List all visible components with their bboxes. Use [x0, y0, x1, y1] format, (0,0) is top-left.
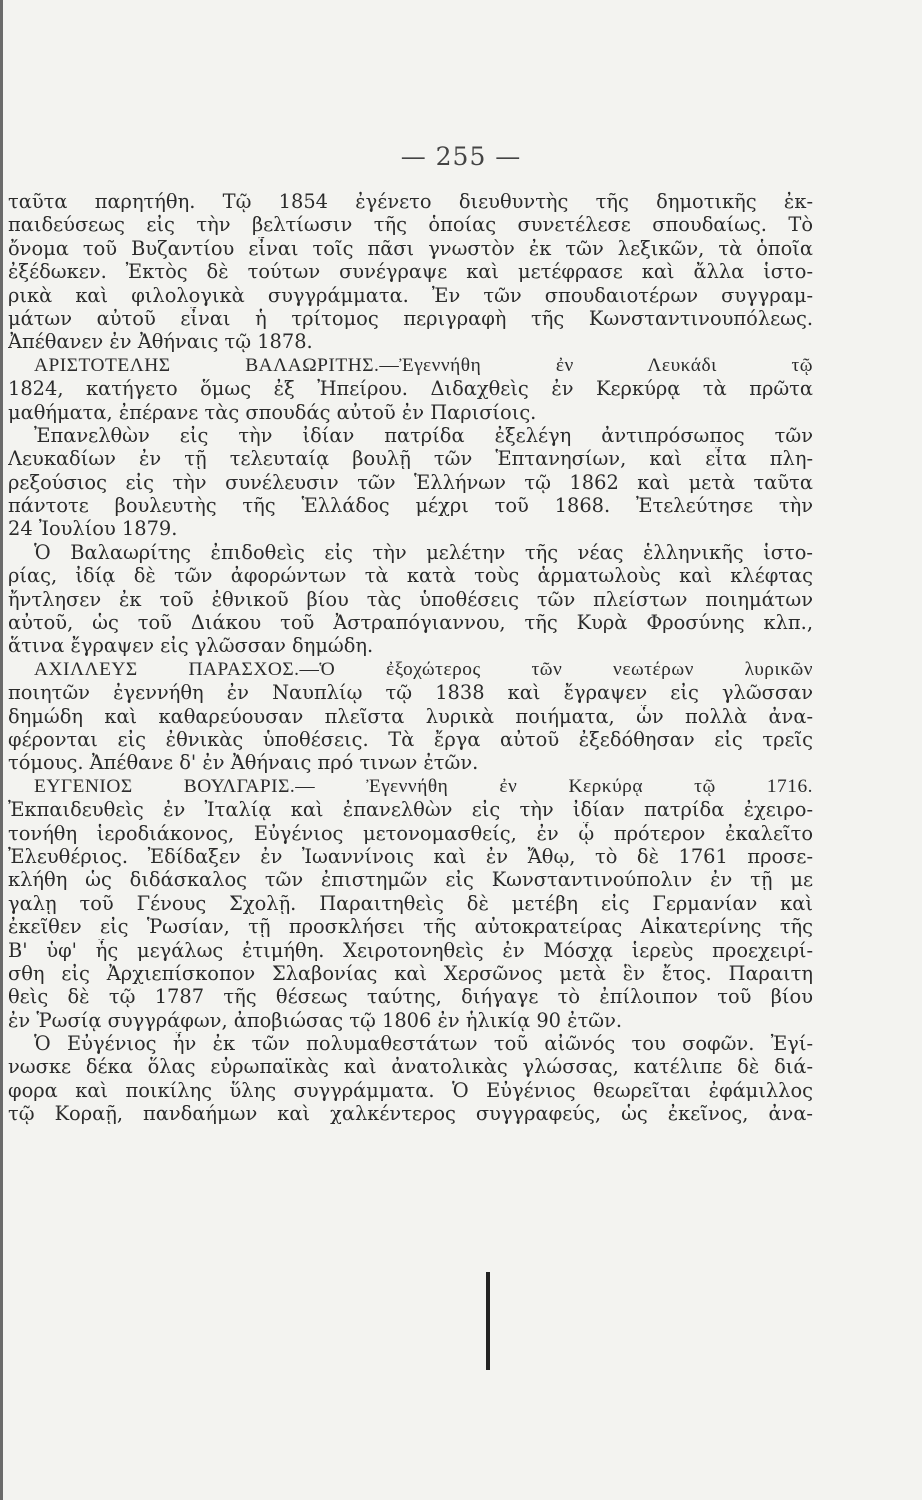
- text-line: αὐτοῦ, ὡς τοῦ Διάκου τοῦ Ἀστραπόγιαννου, τῆς Κυρὰ Φροσύνης κλπ.,: [8, 611, 813, 635]
- text-line: φορα καὶ ποικίλης ὕλης συγγράμματα. Ὁ Εὐγένιος θεωρεῖται ἐφάμιλλος: [8, 1078, 813, 1102]
- text-line: ἐξέδωκεν. Ἐκτὸς δὲ τούτων συνέγραψε καὶ μετέφρασε καὶ ἄλλα ἱστο-: [8, 260, 813, 284]
- text-line: θεὶς δὲ τῷ 1787 τῆς θέσεως ταύτης, διήγαγε τὸ ἐπίλοιπον τοῦ βίου: [8, 985, 813, 1009]
- section-heading-line: ΑΧΙΛΛΕΥΣ ΠΑΡΑΣΧΟΣ.—Ὁ ἐξοχώτερος τῶν νεωτέρων λυρικῶν: [34, 658, 813, 680]
- text-line: Ἐκπαιδευθεὶς ἐν Ἰταλίᾳ καὶ ἐπανελθὼν εἰς τὴν ἰδίαν πατρίδα ἐχειρο-: [8, 798, 813, 822]
- text-line: Ἐλευθέριος. Ἐδίδαξεν ἐν Ἰωαννίνοις καὶ ἐν Ἄθῳ, τὸ δὲ 1761 προσε-: [8, 844, 813, 868]
- text-line: ταῦτα παρητήθη. Τῷ 1854 ἐγένετο διευθυντὴς τῆς δημοτικῆς ἐκ-: [8, 190, 813, 213]
- text-line: 24 Ἰουλίου 1879.: [8, 517, 178, 541]
- text-line: ἐν Ῥωσίᾳ συγγράφων, ἀποβιώσας τῷ 1806 ἐν ἡλικίᾳ 90 ἐτῶν.: [8, 1008, 623, 1032]
- text-line: ρεξούσιος εἰς τὴν συνέλευσιν τῶν Ἑλλήνων τῷ 1862 καὶ μετὰ ταῦτα: [8, 470, 813, 494]
- text-line: ρίας, ἰδίᾳ δὲ τῶν ἀφορώντων τὰ κατὰ τοὺς ἁρματωλοὺς καὶ κλέφτας: [8, 564, 813, 588]
- text-line: πάντοτε βουλευτὴς τῆς Ἑλλάδος μέχρι τοῦ 1868. Ἐτελεύτησε τὴν: [8, 494, 813, 518]
- text-line: τόμους. Ἀπέθανε δ' ἐν Ἀθήναις πρό τινων ἐτῶν.: [8, 751, 479, 775]
- text-line: ὄνομα τοῦ Βυζαντίου εἶναι τοῖς πᾶσι γνωστὸν ἐκ τῶν λεξικῶν, τὰ ὁποῖα: [8, 236, 813, 260]
- text-line: μάτων αὐτοῦ εἶναι ἡ τρίτομος περιγραφὴ τῆς Κωνσταντινουπόλεως.: [8, 306, 813, 330]
- text-line: ρικὰ καὶ φιλολογικὰ συγγράμματα. Ἐν τῶν σπουδαιοτέρων συγγραμ-: [8, 283, 813, 307]
- text-line: σθη εἰς Ἀρχιεπίσκοπον Σλαβονίας καὶ Χερσῶνος μετὰ ἓν ἔτος. Παραιτη: [8, 961, 813, 985]
- text-line: ποιητῶν ἐγεννήθη ἐν Ναυπλίῳ τῷ 1838 καὶ ἔγραψεν εἰς γλῶσσαν: [8, 681, 813, 705]
- text-line: Λευκαδίων ἐν τῇ τελευταίᾳ βουλῇ τῶν Ἑπτανησίων, καὶ εἶτα πλη-: [8, 447, 813, 471]
- page-number: — 255 —: [400, 142, 522, 171]
- text-line: Β' ὑφ' ἧς μεγάλως ἐτιμήθη. Χειροτονηθεὶς ἐν Μόσχᾳ ἱερεὺς προεχειρί-: [8, 938, 813, 962]
- text-line: δημώδη καὶ καθαρεύουσαν πλεῖστα λυρικὰ ποιήματα, ὧν πολλὰ ἀνα-: [8, 704, 813, 728]
- text-line: ἅτινα ἔγραψεν εἰς γλῶσσαν δημώδη.: [8, 634, 374, 658]
- text-line: Ὁ Βαλαωρίτης ἐπιδοθεὶς εἰς τὴν μελέτην τῆς νέας ἑλληνικῆς ἱστο-: [34, 540, 813, 564]
- text-line: ἤντλησεν ἐκ τοῦ ἐθνικοῦ βίου τὰς ὑποθέσεις τῶν πλείστων ποιημάτων: [8, 587, 813, 611]
- section-heading-line: ΑΡΙΣΤΟΤΕΛΗΣ ΒΑΛΑΩΡΙΤΗΣ.—Ἐγεννήθη ἐν Λευκάδι τῷ: [34, 354, 813, 376]
- text-line: Ὁ Εὐγένιος ἦν ἐκ τῶν πολυμαθεστάτων τοῦ αἰῶνός του σοφῶν. Ἐγί-: [34, 1032, 813, 1056]
- ink-mark: [486, 1272, 490, 1370]
- text-line: νωσκε δέκα ὅλας εὐρωπαϊκὰς καὶ ἀνατολικὰς γλώσσας, κατέλιπε δὲ διά-: [8, 1055, 813, 1079]
- text-line: μαθήματα, ἐπέρανε τὰς σπουδάς αὐτοῦ ἐν Παρισίοις.: [8, 400, 537, 424]
- body-text: [8, 190, 813, 1126]
- text-line: φέρονται εἰς ἐθνικὰς ὑποθέσεις. Τὰ ἔργα αὐτοῦ ἐξεδόθησαν εἰς τρεῖς: [8, 727, 813, 751]
- page-left-edge: [0, 0, 3, 1500]
- text-line: τῷ Κοραῇ, πανδαήμων καὶ χαλκέντερος συγγραφεύς, ὡς ἐκεῖνος, ἀνα-: [8, 1102, 813, 1126]
- section-heading-line: ΕΥΓΕΝΙΟΣ ΒΟΥΛΓΑΡΙΣ.— Ἐγεννήθη ἐν Κερκύρᾳ τῷ 1716.: [34, 775, 813, 797]
- text-line: Ἀπέθανεν ἐν Ἀθήναις τῷ 1878.: [8, 330, 313, 354]
- text-line: γαλῃ τοῦ Γένους Σχολῇ. Παραιτηθεὶς δὲ μετέβη εἰς Γερμανίαν καὶ: [8, 891, 813, 915]
- text-line: Ἐπανελθὼν εἰς τὴν ἰδίαν πατρίδα ἐξελέγη ἀντιπρόσωπος τῶν: [34, 423, 813, 447]
- text-line: 1824, κατήγετο ὅμως ἐξ Ἠπείρου. Διδαχθεὶς ἐν Κερκύρᾳ τὰ πρῶτα: [8, 377, 813, 401]
- text-line: παιδεύσεως εἰς τὴν βελτίωσιν τῆς ὁποίας συνετέλεσε σπουδαίως. Τὸ: [8, 213, 813, 237]
- text-line: τονήθη ἱεροδιάκονος, Εὐγένιος μετονομασθείς, ἐν ᾧ πρότερον ἐκαλεῖτο: [8, 821, 813, 845]
- text-line: ἐκεῖθεν εἰς Ῥωσίαν, τῇ προσκλήσει τῆς αὐτοκρατείρας Αἰκατερίνης τῆς: [8, 915, 813, 939]
- text-line: κλήθη ὡς διδάσκαλος τῶν ἐπιστημῶν εἰς Κωνσταντινούπολιν ἐν τῇ με: [8, 868, 813, 892]
